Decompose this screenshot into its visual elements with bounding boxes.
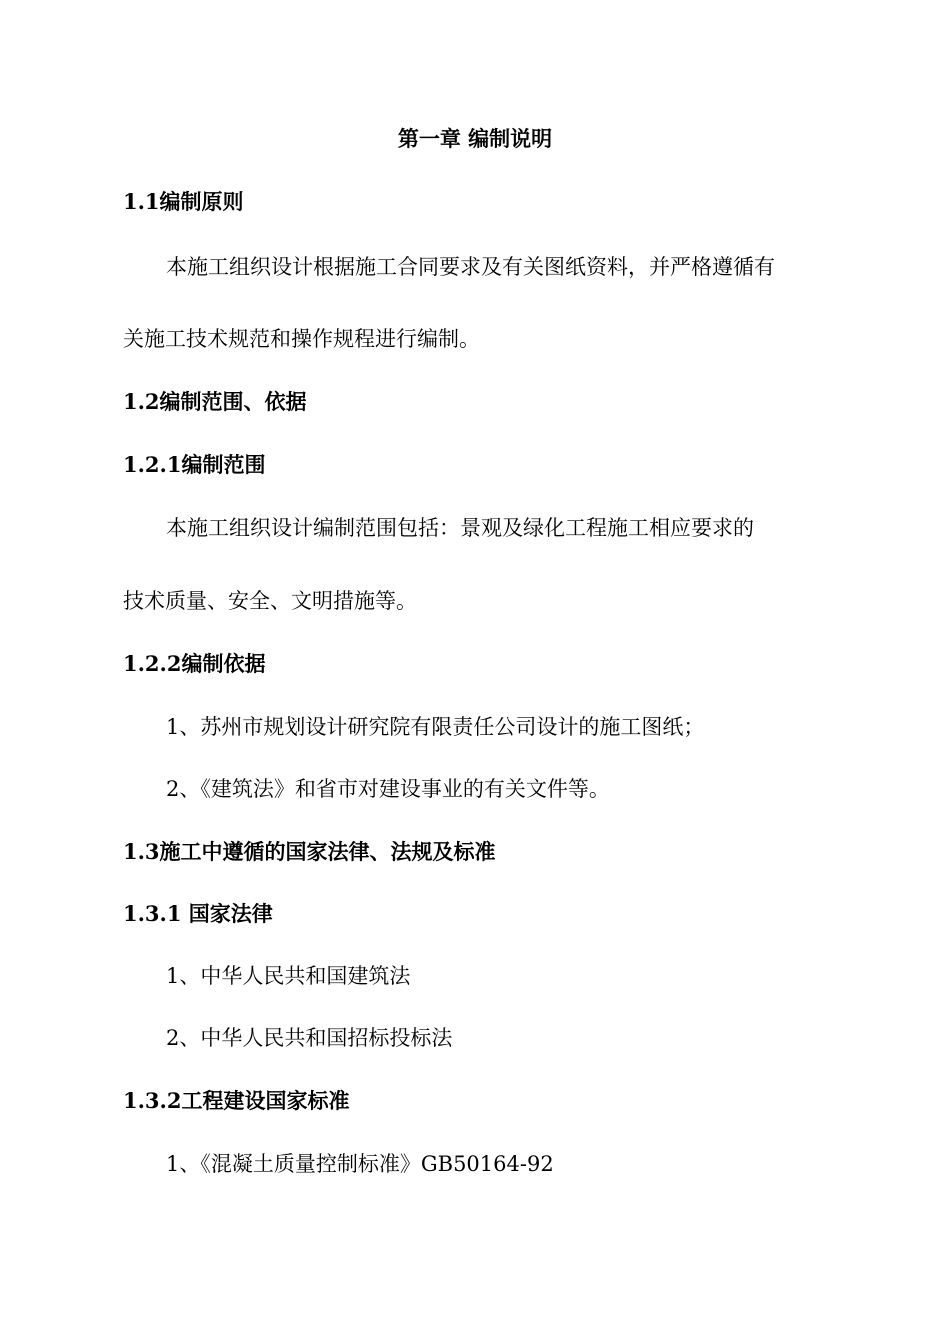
paragraph-line: 技术质量、安全、文明措施等。 [123, 589, 417, 613]
section-heading-1-2-1: 1.2.1编制范围 [123, 452, 266, 477]
section-heading-1-2: 1.2编制范围、依据 [123, 389, 307, 414]
chapter-title: 第一章 编制说明 [397, 126, 553, 151]
paragraph-line: 本施工组织设计根据施工合同要求及有关图纸资料，并严格遵循有 [166, 255, 775, 279]
list-item: 2、中华人民共和国招标投标法 [166, 1026, 453, 1050]
section-heading-1-3-2: 1.3.2工程建设国家标准 [123, 1088, 350, 1113]
list-item: 1、《混凝土质量控制标准》GB50164-92 [166, 1152, 554, 1176]
section-heading-1-3-1: 1.3.1 国家法律 [123, 901, 273, 926]
list-item: 2、《建筑法》和省市对建设事业的有关文件等。 [166, 777, 610, 801]
section-heading-1-3: 1.3施工中遵循的国家法律、法规及标准 [123, 839, 496, 864]
section-heading-1-1: 1.1编制原则 [123, 189, 244, 214]
list-item: 1、苏州市规划设计研究院有限责任公司设计的施工图纸； [166, 715, 705, 739]
paragraph-line: 关施工技术规范和操作规程进行编制。 [123, 327, 480, 351]
paragraph-line: 本施工组织设计编制范围包括：景观及绿化工程施工相应要求的 [166, 516, 754, 540]
list-item: 1、中华人民共和国建筑法 [166, 964, 411, 988]
section-heading-1-2-2: 1.2.2编制依据 [123, 651, 266, 676]
